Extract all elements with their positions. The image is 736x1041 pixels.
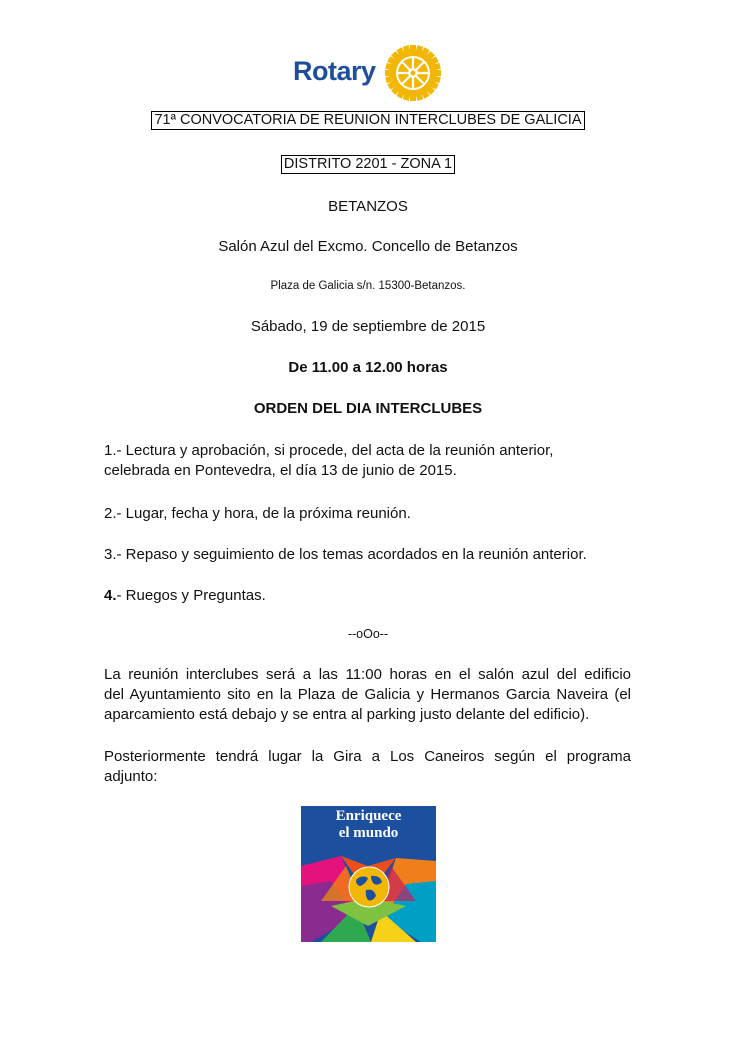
title-row bbox=[0, 111, 736, 130]
time-label: De 11.00 a 12.00 horas bbox=[288, 359, 448, 376]
city-label: BETANZOS bbox=[328, 198, 408, 215]
agenda-item-1-line1: 1.- Lectura y aprobación, si procede, del acta de la reunión anterior, bbox=[104, 442, 554, 459]
document-title: 71ª CONVOCATORIA DE REUNION INTERCLUBES DE GALICIA bbox=[151, 111, 584, 130]
rotary-wheel-icon bbox=[385, 44, 441, 102]
agenda-item-2: 2.- Lugar, fecha y hora, de la próxima reunión. bbox=[104, 505, 411, 522]
agenda-title: ORDEN DEL DIA INTERCLUBES bbox=[253, 400, 483, 417]
meeting-paragraph-line3: aparcamiento está debajo y se entra al parking justo delante del edificio). bbox=[104, 706, 590, 723]
rotary-logo bbox=[293, 44, 445, 104]
agenda-item-3: 3.- Repaso y seguimiento de los temas acordados en la reunión anterior. bbox=[104, 546, 587, 563]
agenda-item-1-line2: celebrada en Pontevedra, el día 13 de junio de 2015. bbox=[104, 462, 457, 479]
address-label: Plaza de Galicia s/n. 15300-Betanzos. bbox=[270, 280, 466, 292]
district-row bbox=[0, 155, 736, 174]
poster-title-line2: el mundo bbox=[338, 825, 399, 841]
poster-title bbox=[301, 808, 436, 842]
meeting-paragraph bbox=[104, 665, 631, 725]
excursion-paragraph-line2: adjunto: bbox=[104, 768, 158, 785]
meeting-paragraph-line2: del Ayuntamiento sito en la Plaza de Galicia y Hermanos Garcia Naveira (el bbox=[104, 686, 631, 703]
poster-title-line1: Enriquece bbox=[335, 808, 402, 824]
separator: --oOo-- bbox=[347, 627, 389, 641]
agenda-item-1 bbox=[104, 441, 631, 481]
logo-wordmark: Rotary bbox=[293, 56, 376, 86]
agenda-item-4-text: - Ruegos y Preguntas. bbox=[116, 587, 266, 604]
enriquece-el-mundo-poster bbox=[301, 806, 436, 942]
venue-label: Salón Azul del Excmo. Concello de Betanzos bbox=[218, 238, 518, 255]
agenda-item-4-number: 4. bbox=[104, 587, 117, 604]
date-label: Sábado, 19 de septiembre de 2015 bbox=[250, 318, 486, 335]
excursion-paragraph bbox=[104, 747, 631, 787]
excursion-paragraph-line1: Posteriormente tendrá lugar la Gira a Los Caneiros según el programa bbox=[104, 748, 631, 765]
district-label: DISTRITO 2201 - ZONA 1 bbox=[281, 155, 455, 174]
agenda-item-4 bbox=[104, 586, 631, 606]
globe-icon bbox=[344, 862, 394, 912]
meeting-paragraph-line1: La reunión interclubes será a las 11:00 horas en el salón azul del edificio bbox=[104, 666, 631, 683]
